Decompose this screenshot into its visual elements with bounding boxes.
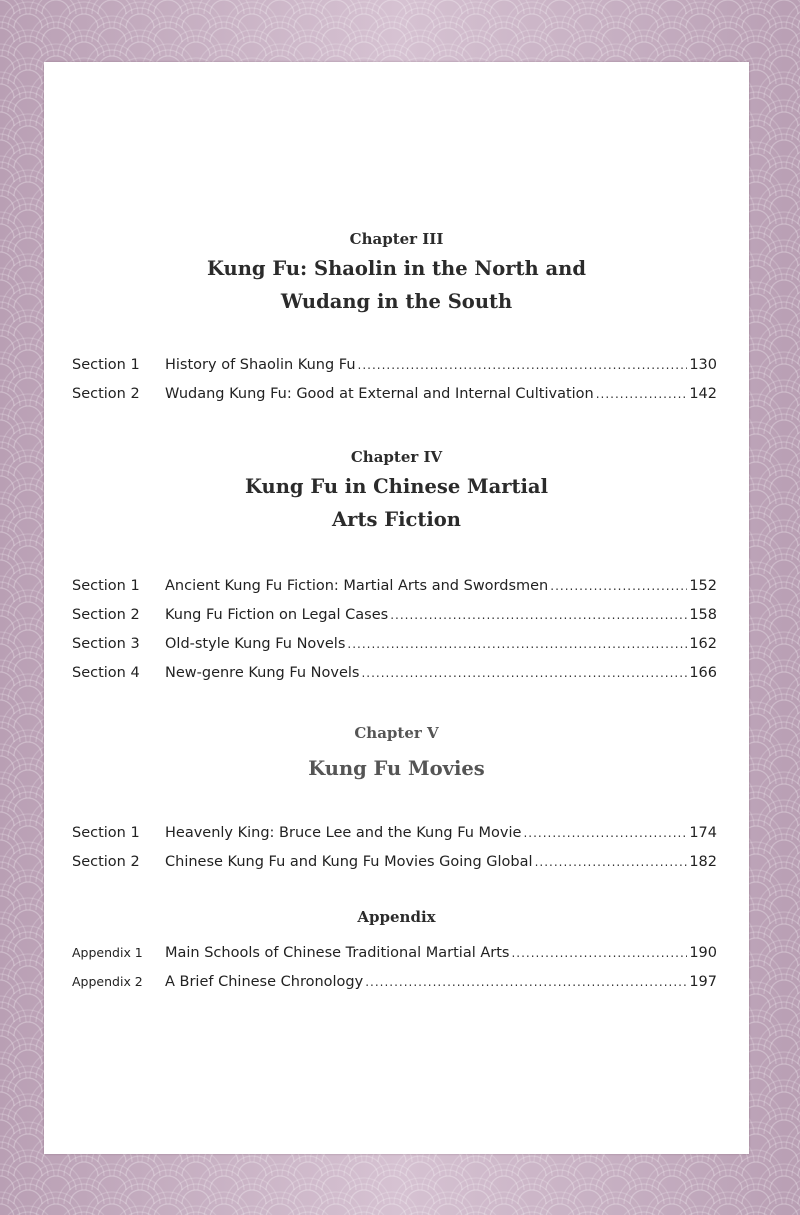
toc-entry[interactable] [72,848,717,877]
appendix-entries [72,938,717,996]
chapter-heading-5 [44,724,749,785]
toc-entry[interactable] [72,819,717,848]
toc-entry[interactable] [72,572,717,601]
section-title: Wudang Kung Fu: Good at External and Internal Cultivation [165,386,594,402]
dot-leader [390,601,687,630]
chapter-title-line: Kung Fu in Chinese Martial [245,475,548,498]
dot-leader [550,572,687,601]
section-title: Heavenly King: Bruce Lee and the Kung Fu Movie [165,825,522,841]
toc-page [44,62,749,1154]
toc-entry[interactable] [72,967,717,996]
toc-entry[interactable] [72,630,717,659]
dot-leader [361,659,687,688]
section-title: Ancient Kung Fu Fiction: Martial Arts and Swordsmen [165,578,549,594]
section-title: Chinese Kung Fu and Kung Fu Movies Going Global [165,854,533,870]
chapter-title-line: Kung Fu: Shaolin in the North and [207,257,586,280]
section-label: Section 2 [72,386,140,402]
toc-entry[interactable] [72,351,717,380]
dot-leader [596,380,688,409]
chapter-title-line: Wudang in the South [280,290,513,313]
dot-leader [347,630,687,659]
dot-leader [365,968,687,997]
chapter-number: Chapter III [349,230,444,248]
appendix-label: Appendix 2 [72,974,143,989]
section-label: Section 2 [72,607,140,623]
chapter-heading-4 [44,448,749,536]
toc-entry[interactable] [72,659,717,688]
toc-entry[interactable] [72,380,717,409]
chapter-number: Chapter IV [350,448,443,466]
toc-entry[interactable] [72,938,717,967]
page-number: 197 [689,974,717,990]
page-number: 130 [689,357,717,373]
appendix-title-text: A Brief Chinese Chronology [165,974,364,990]
section-label: Section 2 [72,854,140,870]
chapter-4-sections [72,572,717,688]
dot-leader [523,819,687,848]
page-number: 166 [689,665,717,681]
section-title: Kung Fu Fiction on Legal Cases [165,607,389,623]
page-number: 158 [689,607,717,623]
page-number: 152 [689,578,717,594]
dot-leader [511,939,687,968]
section-title: History of Shaolin Kung Fu [165,357,356,373]
page-number: 182 [689,854,717,870]
appendix-title: Appendix [357,908,436,926]
page-number: 142 [689,386,717,402]
appendix-label: Appendix 1 [72,945,143,960]
chapter-title-line: Arts Fiction [332,508,461,531]
page-number: 174 [689,825,717,841]
section-label: Section 1 [72,825,140,841]
chapter-5-sections [72,819,717,877]
page-number: 190 [689,945,717,961]
section-label: Section 1 [72,578,140,594]
chapter-3-sections [72,351,717,409]
page-number: 162 [689,636,717,652]
toc-entry[interactable] [72,601,717,630]
dot-leader [535,848,688,877]
section-label: Section 4 [72,665,140,681]
dot-leader [358,351,688,380]
section-label: Section 1 [72,357,140,373]
chapter-heading-3 [44,230,749,318]
appendix-title-text: Main Schools of Chinese Traditional Martial Arts [165,945,510,961]
section-label: Section 3 [72,636,140,652]
appendix-heading [44,908,749,926]
chapter-title-line: Kung Fu Movies [308,757,485,780]
chapter-number: Chapter V [354,724,439,742]
section-title: Old-style Kung Fu Novels [165,636,346,652]
section-title: New-genre Kung Fu Novels [165,665,360,681]
